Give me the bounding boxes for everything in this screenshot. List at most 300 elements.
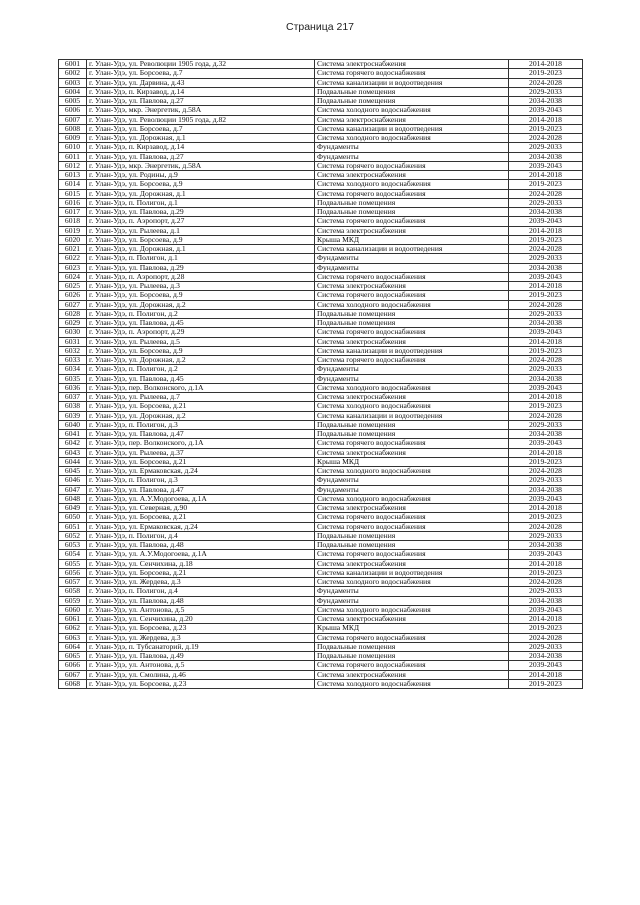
- address-cell: г. Улан-Удэ, ул. Павлова, д.45: [87, 374, 315, 383]
- system-cell: Подвальные помещения: [315, 541, 509, 550]
- table-row: [59, 420, 583, 429]
- period-cell: 2034-2038: [509, 596, 583, 605]
- period-cell: 2039-2043: [509, 217, 583, 226]
- row-number-cell: 6005: [59, 97, 87, 106]
- row-number-cell: 6021: [59, 245, 87, 254]
- address-cell: г. Улан-Удэ, ул. Антонова, д.5: [87, 605, 315, 614]
- row-number-cell: 6067: [59, 670, 87, 679]
- period-cell: 2039-2043: [509, 661, 583, 670]
- period-cell: 2014-2018: [509, 171, 583, 180]
- row-number-cell: 6054: [59, 550, 87, 559]
- system-cell: Крыша МКД: [315, 457, 509, 466]
- address-cell: г. Улан-Удэ, п. Тубсанаторий, д.19: [87, 642, 315, 651]
- row-number-cell: 6055: [59, 559, 87, 568]
- address-cell: г. Улан-Удэ, п. Полигон, д.3: [87, 476, 315, 485]
- row-number-cell: 6026: [59, 291, 87, 300]
- table-row: [59, 615, 583, 624]
- period-cell: 2014-2018: [509, 226, 583, 235]
- row-number-cell: 6001: [59, 60, 87, 69]
- table-row: [59, 87, 583, 96]
- row-number-cell: 6057: [59, 578, 87, 587]
- system-cell: Система электроснабжения: [315, 60, 509, 69]
- system-cell: Фундаменты: [315, 263, 509, 272]
- period-cell: 2029-2033: [509, 309, 583, 318]
- page-number-header: Страница 217: [285, 21, 355, 33]
- period-cell: 2014-2018: [509, 337, 583, 346]
- table-row: [59, 152, 583, 161]
- table-row: [59, 60, 583, 69]
- table-row: [59, 226, 583, 235]
- period-cell: 2034-2038: [509, 652, 583, 661]
- table-row: [59, 78, 583, 87]
- address-cell: г. Улан-Удэ, ул. Родины, д.9: [87, 171, 315, 180]
- address-cell: г. Улан-Удэ, ул. Дорожная, д.2: [87, 356, 315, 365]
- address-cell: г. Улан-Удэ, ул. Рылеева, д.37: [87, 448, 315, 457]
- system-cell: Подвальные помещения: [315, 198, 509, 207]
- address-cell: г. Улан-Удэ, ул. Борсоева, д.23: [87, 624, 315, 633]
- row-number-cell: 6064: [59, 642, 87, 651]
- system-cell: Система холодного водоснабжения: [315, 578, 509, 587]
- table-row: [59, 198, 583, 207]
- address-cell: г. Улан-Удэ, п. Полигон, д.1: [87, 198, 315, 207]
- row-number-cell: 6059: [59, 596, 87, 605]
- system-cell: Система электроснабжения: [315, 615, 509, 624]
- row-number-cell: 6042: [59, 439, 87, 448]
- period-cell: 2034-2038: [509, 152, 583, 161]
- system-cell: Система электроснабжения: [315, 226, 509, 235]
- table-row: [59, 235, 583, 244]
- system-cell: Система горячего водоснабжения: [315, 189, 509, 198]
- row-number-cell: 6063: [59, 633, 87, 642]
- address-cell: г. Улан-Удэ, ул. Революции 1905 года, д.82: [87, 115, 315, 124]
- table-row: [59, 383, 583, 392]
- table-row: [59, 679, 583, 688]
- period-cell: 2024-2028: [509, 467, 583, 476]
- table-row: [59, 430, 583, 439]
- address-cell: г. Улан-Удэ, ул. Ермаковская, д.24: [87, 467, 315, 476]
- table-row: [59, 568, 583, 577]
- address-cell: г. Улан-Удэ, ул. Павлова, д.48: [87, 596, 315, 605]
- system-cell: Система горячего водоснабжения: [315, 69, 509, 78]
- address-cell: г. Улан-Удэ, ул. Павлова, д.48: [87, 541, 315, 550]
- system-cell: Система горячего водоснабжения: [315, 439, 509, 448]
- system-cell: Подвальные помещения: [315, 652, 509, 661]
- address-cell: г. Улан-Удэ, ул. Дорожная, д.1: [87, 189, 315, 198]
- period-cell: 2039-2043: [509, 439, 583, 448]
- row-number-cell: 6048: [59, 494, 87, 503]
- row-number-cell: 6023: [59, 263, 87, 272]
- table-row: [59, 513, 583, 522]
- period-cell: 2034-2038: [509, 430, 583, 439]
- address-cell: г. Улан-Удэ, ул. Борсоева, д.21: [87, 457, 315, 466]
- system-cell: Система горячего водоснабжения: [315, 661, 509, 670]
- period-cell: 2019-2023: [509, 513, 583, 522]
- address-cell: г. Улан-Удэ, ул. Северная, д.90: [87, 504, 315, 513]
- system-cell: Система горячего водоснабжения: [315, 291, 509, 300]
- address-cell: г. Улан-Удэ, п. Полигон, д.4: [87, 587, 315, 596]
- row-number-cell: 6017: [59, 208, 87, 217]
- system-cell: Система электроснабжения: [315, 559, 509, 568]
- period-cell: 2024-2028: [509, 633, 583, 642]
- system-cell: Система горячего водоснабжения: [315, 272, 509, 281]
- period-cell: 2019-2023: [509, 291, 583, 300]
- period-cell: 2024-2028: [509, 300, 583, 309]
- system-cell: Система горячего водоснабжения: [315, 522, 509, 531]
- address-cell: г. Улан-Удэ, ул. Жердева, д.3: [87, 578, 315, 587]
- table-row: [59, 254, 583, 263]
- row-number-cell: 6019: [59, 226, 87, 235]
- table-row: [59, 124, 583, 133]
- table-row: [59, 245, 583, 254]
- table-row: [59, 605, 583, 614]
- address-cell: г. Улан-Удэ, ул. Павлова, д.49: [87, 652, 315, 661]
- period-cell: 2019-2023: [509, 346, 583, 355]
- period-cell: 2024-2028: [509, 78, 583, 87]
- period-cell: 2029-2033: [509, 531, 583, 540]
- address-cell: г. Улан-Удэ, ул. Борсоева, д.7: [87, 69, 315, 78]
- address-cell: г. Улан-Удэ, ул. Павлова, д.27: [87, 97, 315, 106]
- table-row: [59, 97, 583, 106]
- address-cell: г. Улан-Удэ, ул. Борсоева, д.9: [87, 235, 315, 244]
- address-cell: г. Улан-Удэ, п. Полигон, д.2: [87, 365, 315, 374]
- period-cell: 2024-2028: [509, 356, 583, 365]
- row-number-cell: 6033: [59, 356, 87, 365]
- table-row: [59, 134, 583, 143]
- address-cell: г. Улан-Удэ, ул. Дорожная, д.1: [87, 134, 315, 143]
- table-row: [59, 439, 583, 448]
- system-cell: Фундаменты: [315, 374, 509, 383]
- table-row: [59, 559, 583, 568]
- address-cell: г. Улан-Удэ, ул. Дарвина, д.43: [87, 78, 315, 87]
- address-cell: г. Улан-Удэ, ул. Дорожная, д.2: [87, 411, 315, 420]
- table-row: [59, 328, 583, 337]
- system-cell: Система холодного водоснабжения: [315, 402, 509, 411]
- address-cell: г. Улан-Удэ, ул. Дорожная, д.2: [87, 300, 315, 309]
- table-row: [59, 309, 583, 318]
- period-cell: 2024-2028: [509, 245, 583, 254]
- table-row: [59, 550, 583, 559]
- system-cell: Система электроснабжения: [315, 115, 509, 124]
- row-number-cell: 6010: [59, 143, 87, 152]
- period-cell: 2034-2038: [509, 97, 583, 106]
- table-row: [59, 346, 583, 355]
- row-number-cell: 6040: [59, 420, 87, 429]
- table-row: [59, 217, 583, 226]
- address-cell: г. Улан-Удэ, п. Полигон, д.1: [87, 254, 315, 263]
- row-number-cell: 6065: [59, 652, 87, 661]
- system-cell: Фундаменты: [315, 596, 509, 605]
- row-number-cell: 6016: [59, 198, 87, 207]
- period-cell: 2039-2043: [509, 494, 583, 503]
- address-cell: г. Улан-Удэ, ул. Дорожная, д.1: [87, 245, 315, 254]
- table-row: [59, 365, 583, 374]
- address-cell: г. Улан-Удэ, п. Полигон, д.4: [87, 531, 315, 540]
- table-row: [59, 263, 583, 272]
- address-cell: г. Улан-Удэ, ул. Павлова, д.47: [87, 430, 315, 439]
- row-number-cell: 6013: [59, 171, 87, 180]
- row-number-cell: 6037: [59, 393, 87, 402]
- period-cell: 2029-2033: [509, 254, 583, 263]
- table-row: [59, 596, 583, 605]
- table-row: [59, 642, 583, 651]
- row-number-cell: 6068: [59, 679, 87, 688]
- period-cell: 2029-2033: [509, 365, 583, 374]
- table-row: [59, 300, 583, 309]
- period-cell: 2029-2033: [509, 143, 583, 152]
- row-number-cell: 6014: [59, 180, 87, 189]
- row-number-cell: 6046: [59, 476, 87, 485]
- row-number-cell: 6032: [59, 346, 87, 355]
- system-cell: Подвальные помещения: [315, 97, 509, 106]
- table-row: [59, 282, 583, 291]
- address-cell: г. Улан-Удэ, ул. Борсоева, д.9: [87, 346, 315, 355]
- address-cell: г. Улан-Удэ, ул. Павлова, д.29: [87, 263, 315, 272]
- period-cell: 2039-2043: [509, 106, 583, 115]
- row-number-cell: 6050: [59, 513, 87, 522]
- system-cell: Система канализации и водоотведения: [315, 124, 509, 133]
- address-cell: г. Улан-Удэ, п. Кирзавод, д.14: [87, 87, 315, 96]
- row-number-cell: 6015: [59, 189, 87, 198]
- system-cell: Система холодного водоснабжения: [315, 494, 509, 503]
- row-number-cell: 6047: [59, 485, 87, 494]
- period-cell: 2019-2023: [509, 568, 583, 577]
- period-cell: 2014-2018: [509, 448, 583, 457]
- table-row: [59, 633, 583, 642]
- period-cell: 2039-2043: [509, 328, 583, 337]
- period-cell: 2014-2018: [509, 670, 583, 679]
- system-cell: Подвальные помещения: [315, 430, 509, 439]
- row-number-cell: 6025: [59, 282, 87, 291]
- table-row: [59, 485, 583, 494]
- period-cell: 2019-2023: [509, 69, 583, 78]
- address-cell: г. Улан-Удэ, ул. Павлова, д.45: [87, 319, 315, 328]
- table-row: [59, 171, 583, 180]
- period-cell: 2019-2023: [509, 457, 583, 466]
- system-cell: Система электроснабжения: [315, 282, 509, 291]
- table-row: [59, 115, 583, 124]
- period-cell: 2019-2023: [509, 402, 583, 411]
- address-cell: г. Улан-Удэ, ул. Рылеева, д.5: [87, 337, 315, 346]
- period-cell: 2024-2028: [509, 134, 583, 143]
- table-row: [59, 448, 583, 457]
- system-cell: Система горячего водоснабжения: [315, 217, 509, 226]
- table-row: [59, 393, 583, 402]
- period-cell: 2034-2038: [509, 541, 583, 550]
- system-cell: Система холодного водоснабжения: [315, 383, 509, 392]
- period-cell: 2019-2023: [509, 235, 583, 244]
- system-cell: Фундаменты: [315, 143, 509, 152]
- row-number-cell: 6031: [59, 337, 87, 346]
- system-cell: Фундаменты: [315, 476, 509, 485]
- system-cell: Подвальные помещения: [315, 531, 509, 540]
- system-cell: Система горячего водоснабжения: [315, 513, 509, 522]
- address-cell: г. Улан-Удэ, ул. Сенчихина, д.18: [87, 559, 315, 568]
- address-cell: г. Улан-Удэ, п. Аэропорт, д.27: [87, 217, 315, 226]
- row-number-cell: 6052: [59, 531, 87, 540]
- period-cell: 2039-2043: [509, 550, 583, 559]
- system-cell: Система электроснабжения: [315, 504, 509, 513]
- system-cell: Система канализации и водоотведения: [315, 411, 509, 420]
- address-cell: г. Улан-Удэ, ул. А.У.Модогоева, д.1А: [87, 550, 315, 559]
- system-cell: Система электроснабжения: [315, 171, 509, 180]
- address-cell: г. Улан-Удэ, ул. Сенчихина, д.20: [87, 615, 315, 624]
- table-row: [59, 337, 583, 346]
- row-number-cell: 6060: [59, 605, 87, 614]
- system-cell: Система электроснабжения: [315, 337, 509, 346]
- table-row: [59, 356, 583, 365]
- table-row: [59, 411, 583, 420]
- row-number-cell: 6036: [59, 383, 87, 392]
- period-cell: 2029-2033: [509, 476, 583, 485]
- row-number-cell: 6058: [59, 587, 87, 596]
- system-cell: Система электроснабжения: [315, 670, 509, 679]
- system-cell: Фундаменты: [315, 587, 509, 596]
- row-number-cell: 6008: [59, 124, 87, 133]
- row-number-cell: 6043: [59, 448, 87, 457]
- period-cell: 2019-2023: [509, 679, 583, 688]
- system-cell: Система канализации и водоотведения: [315, 78, 509, 87]
- table-row: [59, 541, 583, 550]
- system-cell: Фундаменты: [315, 365, 509, 374]
- system-cell: Система горячего водоснабжения: [315, 633, 509, 642]
- system-cell: Система холодного водоснабжения: [315, 106, 509, 115]
- address-cell: г. Улан-Удэ, ул. Павлова, д.29: [87, 208, 315, 217]
- period-cell: 2029-2033: [509, 420, 583, 429]
- row-number-cell: 6044: [59, 457, 87, 466]
- row-number-cell: 6051: [59, 522, 87, 531]
- system-cell: Система горячего водоснабжения: [315, 550, 509, 559]
- address-cell: г. Улан-Удэ, п. Аэропорт, д.28: [87, 272, 315, 281]
- period-cell: 2029-2033: [509, 198, 583, 207]
- row-number-cell: 6062: [59, 624, 87, 633]
- table-row: [59, 180, 583, 189]
- address-cell: г. Улан-Удэ, ул. Павлова, д.27: [87, 152, 315, 161]
- table-row: [59, 578, 583, 587]
- period-cell: 2034-2038: [509, 374, 583, 383]
- address-cell: г. Улан-Удэ, ул. А.У.Модогоева, д.1А: [87, 494, 315, 503]
- period-cell: 2014-2018: [509, 60, 583, 69]
- row-number-cell: 6007: [59, 115, 87, 124]
- address-cell: г. Улан-Удэ, ул. Борсоева, д.21: [87, 568, 315, 577]
- row-number-cell: 6024: [59, 272, 87, 281]
- period-cell: 2034-2038: [509, 263, 583, 272]
- system-cell: Подвальные помещения: [315, 208, 509, 217]
- system-cell: Подвальные помещения: [315, 319, 509, 328]
- period-cell: 2024-2028: [509, 189, 583, 198]
- system-cell: Система горячего водоснабжения: [315, 356, 509, 365]
- period-cell: 2019-2023: [509, 124, 583, 133]
- period-cell: 2014-2018: [509, 559, 583, 568]
- table-row: [59, 106, 583, 115]
- system-cell: Подвальные помещения: [315, 642, 509, 651]
- system-cell: Система канализации и водоотведения: [315, 568, 509, 577]
- table-row: [59, 272, 583, 281]
- address-cell: г. Улан-Удэ, ул. Ермаковская, д.24: [87, 522, 315, 531]
- address-cell: г. Улан-Удэ, ул. Борсоева, д.9: [87, 291, 315, 300]
- period-cell: 2039-2043: [509, 161, 583, 170]
- system-cell: Система канализации и водоотведения: [315, 346, 509, 355]
- system-cell: Система холодного водоснабжения: [315, 679, 509, 688]
- row-number-cell: 6011: [59, 152, 87, 161]
- table-row: [59, 208, 583, 217]
- system-cell: Система канализации и водоотведения: [315, 245, 509, 254]
- system-cell: Крыша МКД: [315, 235, 509, 244]
- row-number-cell: 6022: [59, 254, 87, 263]
- table-row: [59, 319, 583, 328]
- row-number-cell: 6006: [59, 106, 87, 115]
- row-number-cell: 6053: [59, 541, 87, 550]
- period-cell: 2034-2038: [509, 319, 583, 328]
- system-cell: Фундаменты: [315, 152, 509, 161]
- table-row: [59, 189, 583, 198]
- system-cell: Система холодного водоснабжения: [315, 467, 509, 476]
- period-cell: 2019-2023: [509, 624, 583, 633]
- table-row: [59, 476, 583, 485]
- row-number-cell: 6002: [59, 69, 87, 78]
- row-number-cell: 6029: [59, 319, 87, 328]
- address-cell: г. Улан-Удэ, ул. Антонова, д.5: [87, 661, 315, 670]
- table-row: [59, 374, 583, 383]
- row-number-cell: 6056: [59, 568, 87, 577]
- address-cell: г. Улан-Удэ, мкр. Энергетик, д.58А: [87, 106, 315, 115]
- system-cell: Фундаменты: [315, 485, 509, 494]
- address-cell: г. Улан-Удэ, мкр. Энергетик, д.58А: [87, 161, 315, 170]
- address-cell: г. Улан-Удэ, ул. Борсоева, д.7: [87, 124, 315, 133]
- period-cell: 2029-2033: [509, 642, 583, 651]
- row-number-cell: 6035: [59, 374, 87, 383]
- period-cell: 2034-2038: [509, 485, 583, 494]
- address-cell: г. Улан-Удэ, ул. Борсоева, д.23: [87, 679, 315, 688]
- system-cell: Крыша МКД: [315, 624, 509, 633]
- system-cell: Система электроснабжения: [315, 393, 509, 402]
- address-cell: г. Улан-Удэ, п. Кирзавод, д.14: [87, 143, 315, 152]
- row-number-cell: 6041: [59, 430, 87, 439]
- system-cell: Система электроснабжения: [315, 448, 509, 457]
- table-row: [59, 467, 583, 476]
- address-cell: г. Улан-Удэ, ул. Борсоева, д.21: [87, 513, 315, 522]
- system-cell: Система холодного водоснабжения: [315, 300, 509, 309]
- period-cell: 2039-2043: [509, 605, 583, 614]
- table-row: [59, 291, 583, 300]
- row-number-cell: 6003: [59, 78, 87, 87]
- address-cell: г. Улан-Удэ, ул. Смолина, д.46: [87, 670, 315, 679]
- table-row: [59, 522, 583, 531]
- address-cell: г. Улан-Удэ, ул. Революции 1905 года, д.32: [87, 60, 315, 69]
- row-number-cell: 6045: [59, 467, 87, 476]
- address-cell: г. Улан-Удэ, ул. Жердева, д.3: [87, 633, 315, 642]
- period-cell: 2039-2043: [509, 272, 583, 281]
- row-number-cell: 6038: [59, 402, 87, 411]
- table-row: [59, 143, 583, 152]
- table-row: [59, 661, 583, 670]
- period-cell: 2014-2018: [509, 504, 583, 513]
- row-number-cell: 6030: [59, 328, 87, 337]
- system-cell: Система горячего водоснабжения: [315, 161, 509, 170]
- address-cell: г. Улан-Удэ, ул. Рылеева, д.7: [87, 393, 315, 402]
- row-number-cell: 6009: [59, 134, 87, 143]
- address-cell: г. Улан-Удэ, пер. Волконского, д.1А: [87, 439, 315, 448]
- system-cell: Подвальные помещения: [315, 420, 509, 429]
- period-cell: 2034-2038: [509, 208, 583, 217]
- system-cell: Фундаменты: [315, 254, 509, 263]
- table-row: [59, 504, 583, 513]
- row-number-cell: 6066: [59, 661, 87, 670]
- table-row: [59, 670, 583, 679]
- row-number-cell: 6039: [59, 411, 87, 420]
- repair-schedule-table: [58, 59, 583, 689]
- period-cell: 2019-2023: [509, 180, 583, 189]
- table-row: [59, 587, 583, 596]
